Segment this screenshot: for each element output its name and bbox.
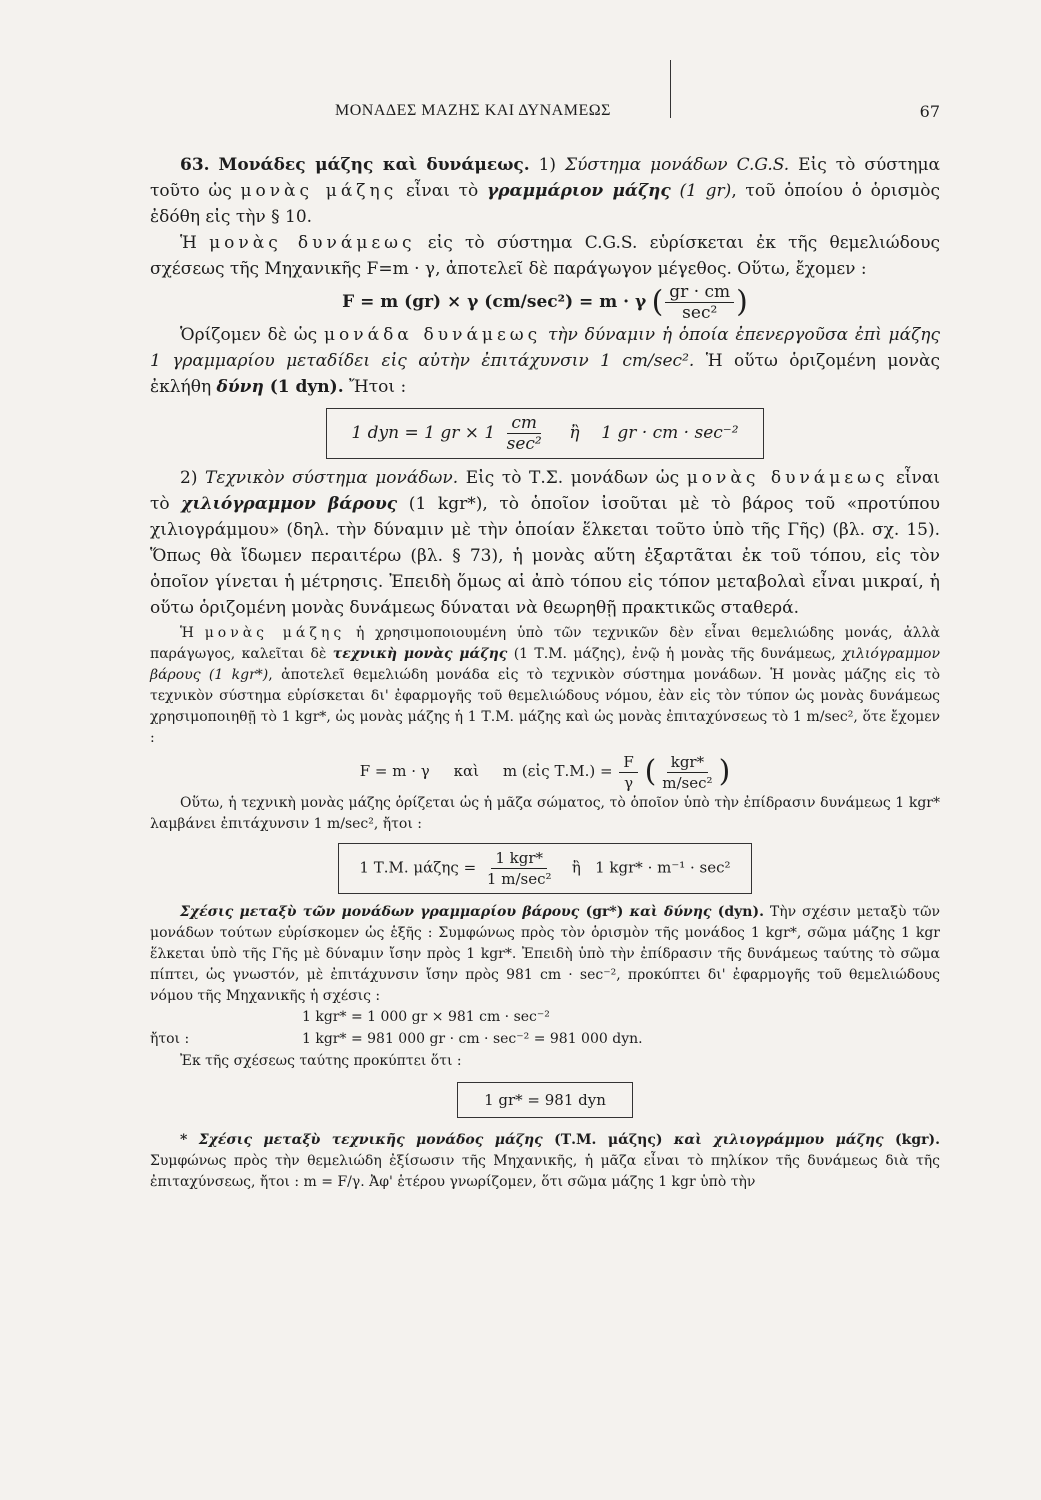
unit-kgr: (kgr). [883, 1132, 940, 1148]
text: , τοῦ ὁποίου ὁ ὁρισμὸς ἐδόθη εἰς τὴν § 10. [150, 181, 940, 227]
formula-left: 1 Τ.Μ. μάζης = [359, 858, 477, 877]
equation-label: ἤτοι : [150, 1031, 190, 1047]
fraction [503, 413, 546, 454]
formula-right: 1 kgr* · m⁻¹ · sec² [595, 858, 731, 877]
text: Τὴν σχέσιν μεταξὺ τῶν μονάδων τούτων εὑρίσκομεν ὡς ἑξῆς : Συμφώνως πρὸς τὸν ὁρισμὸν τῆς μονάδος 1 kgr*, σῶμα μάζης 1 kgr ἕλκεται ὑπὸ τῆς Γῆς μὲ δύναμιν ἴσην πρὸς 1 kgr*. Ἐπειδὴ ὑπὸ τὴν ἐπίδρασιν τῆς δυνάμεως ταύτης τὸ σῶμα πίπτει, ὡς γνωστόν, μὲ ἐπιτάχυνσιν ἴσην πρὸς 981 cm · sec⁻², προκύπτει δι' ἐφαρμογῆς τοῦ θεμελιώδους νόμου τῆς Μηχανικῆς ἡ σχέσις : [150, 904, 941, 1004]
header-title: ΜΟΝΑΔΕΣ ΜΑΖΗΣ ΚΑΙ ΔΥΝΑΜΕΩΣ [335, 102, 611, 119]
unit-dyn: (1 dyn). [263, 377, 344, 397]
text: Ὁρίζομεν δὲ ὡς [180, 325, 324, 345]
denominator: m/sec² [662, 773, 713, 792]
boxed-formula-dyn [150, 408, 940, 459]
text: ἡ χρησιμοποιουμένη ὑπὸ τῶν τεχνικῶν δὲν εἶναι θεμελιώδης μονάς, ἀλλὰ παράγωγος, καλεῖται δὲ [150, 625, 940, 662]
text: εἶναι τὸ [397, 181, 487, 201]
text: 2) [180, 468, 205, 488]
formula-right: 1 gr · cm · sec⁻² [601, 423, 739, 443]
text: 1) [529, 155, 566, 175]
unit-gr: (1 gr) [670, 181, 732, 201]
text: εἰς τὸ σύστημα C.G.S. εὑρίσκεται ἐκ τῆς θεμελιώδους σχέσεως τῆς Μηχανικῆς F=m · γ, ἀποτελεῖ δὲ παράγωγον μέγεθος. Οὕτω, ἔχομεν : [150, 233, 940, 279]
subheading-relation: Σχέσις μεταξὺ τῶν μονάδων γραμμαρίου βάρους [180, 904, 580, 920]
paragraph-cgs-force [150, 230, 940, 282]
paragraph-conclusion: Ἐκ τῆς σχέσεως ταύτης προκύπτει ὅτι : [180, 1053, 462, 1069]
equation-part: m (εἰς Τ.Μ.) = [502, 762, 613, 780]
text: , ἀποτελεῖ θεμελιώδη μονάδα εἰς τὸ τεχνικὸν σύστημα μονάδων. Ἡ μονὰς μάζης εἰς τὸ τεχνικὸν σύστημα εὑρίσκεται δι' ἐφαρμογῆς τοῦ θεμελιώδους νόμου, ἐὰν εἰς τὸν τύπον ὡς μονὰς δυνάμεως χρησιμοποιηθῇ τὸ 1 kgr*, ὡς μονὰς μάζης ἡ 1 Τ.Μ. μάζης καὶ ὡς μονὰς ἐπιταχύνσεως τὸ 1 m/sec², ὅτε ἔχομεν : [150, 667, 941, 746]
subheading-relation: καὶ χιλιογράμμου μάζης [673, 1132, 884, 1148]
text: Ἤτοι : [343, 377, 407, 397]
subheading-cgs: Σύστημα μονάδων C.G.S. [565, 155, 790, 175]
denominator: sec² [682, 303, 718, 323]
text: εἶναι τὸ [150, 468, 940, 514]
equation-kgr-2: 1 kgr* = 981 000 gr · cm · sec⁻² = 981 000 dyn. [302, 1031, 643, 1047]
numerator: F [619, 752, 637, 773]
denominator: γ [624, 773, 634, 792]
fraction [619, 752, 637, 793]
numerator: kgr* [667, 752, 708, 773]
italic-definition: τὴν δύναμιν ἡ ὁποία ἐπενεργοῦσα ἐπὶ μάζης 1 γραμμαρίου μεταδίδει εἰς αὐτὴν ἐπιτάχυνσιν 1 cm/sec². [150, 325, 941, 371]
term-gram-mass: γραμμάριον μάζης [486, 181, 671, 201]
fraction [658, 752, 716, 793]
formula-box [326, 408, 763, 459]
paragraph-gr-dyn-relation [150, 902, 940, 1007]
paragraph-technical-system [150, 465, 940, 621]
numerator: cm [507, 413, 541, 434]
numerator: 1 kgr* [491, 848, 547, 869]
text: Εἰς τὸ σύστημα τοῦτο ὡς [150, 155, 941, 201]
denominator: sec² [506, 434, 542, 454]
formula-box: 1 gr* = 981 dyn [457, 1082, 633, 1118]
numerator: gr · cm [665, 282, 734, 303]
text: (1 Τ.Μ. μάζης), ἐνῷ ἡ μονὰς τῆς δυνάμεως, [507, 646, 843, 662]
equation-technical-mass: F = m · γ καὶ m (εἰς Τ.Μ.) = $\frac{F}{\gamma}$ ( $\frac{\text{kgr*}}{\text{m/sec²}}$ ) [359, 752, 731, 792]
unit-dyn: (dyn). [711, 904, 764, 920]
subheading-relation: καὶ δύνης [629, 904, 712, 920]
equation-part: F = m · γ [359, 762, 430, 780]
paragraph-dyne-definition [150, 322, 940, 400]
equation-kgr-1: 1 kgr* = 1 000 gr × 981 cm · sec⁻² [302, 1009, 550, 1025]
text: Ἡ οὕτω ὁριζομένη μονὰς ἐκλήθη [150, 351, 941, 397]
text: Ἡ [180, 625, 205, 641]
boxed-formula-gr [150, 1082, 940, 1118]
fraction [483, 848, 556, 889]
unit-tm: (Τ.Μ. μάζης) [542, 1132, 674, 1148]
or-word: ἢ [571, 858, 581, 877]
section-number: 63. [180, 155, 210, 175]
fraction [665, 282, 734, 323]
subheading-relation: * Σχέσις μεταξὺ τεχνικῆς μονάδος μάζης [180, 1132, 543, 1148]
or-word: ἢ [569, 423, 580, 443]
denominator: 1 m/sec² [486, 870, 552, 888]
equation-force-cgs: F = m (gr) × γ (cm/sec²) = m · γ ( $\frac{gr \cdot cm}{\text{sec²}}$ ) [342, 282, 748, 323]
spaced-term: μονάδα δυνάμεως [323, 325, 542, 345]
equations-kgr [150, 1007, 940, 1051]
term-kilogram-weight: χιλιόγραμμον βάρους [150, 646, 940, 683]
term-kilogram-weight: χιλιόγραμμον βάρους [181, 494, 398, 514]
spaced-term: μονὰς μάζης [240, 181, 398, 201]
formula-left: 1 dyn = 1 gr × 1 [351, 423, 496, 443]
spaced-term: μονὰς μάζης [204, 625, 346, 641]
text: Συμφώνως πρὸς τὴν θεμελιώδη ἐξίσωσιν τῆς Μηχανικῆς, ἡ μᾶζα εἶναι τὸ πηλίκον τῆς δυνάμεως διὰ τῆς ἐπιταχύνσεως, ἤτοι : m = F/γ. Ἀφ' ἑτέρου γνωρίζομεν, ὅτι σῶμα μάζης 1 kgr ὑπὸ τὴν [150, 1153, 940, 1190]
term-dyne: δύνη [216, 377, 264, 397]
equation-left: F = m (gr) × γ (cm/sec²) = m · γ [342, 292, 647, 312]
page-number: 67 [919, 102, 940, 121]
unit-gr-star: (gr*) [579, 904, 630, 920]
text: Εἰς τὸ Τ.Σ. μονάδων ὡς [458, 468, 687, 488]
paragraph-technical-mass [150, 623, 940, 749]
boxed-formula-tm [150, 843, 940, 894]
subheading-technical: Τεχνικὸν σύστημα μονάδων. [205, 468, 459, 488]
text: (1 kgr*), τὸ ὁποῖον ἰσοῦται μὲ τὸ βάρος τοῦ «προτύπου χιλιογράμμου» (δηλ. τὴν δύναμιν μὲ τὴν ὁποίαν ἕλκεται τοῦτο ὑπὸ τῆς Γῆς) (βλ. σχ. 15). Ὅπως θὰ ἴδωμεν περαιτέρω (βλ. § 73), ἡ μονὰς αὕτη ἐξαρτᾶται ἐκ τοῦ τόπου, εἰς τὸν ὁποῖον γίνεται ἡ μέτρησις. Ἐπειδὴ ὅμως αἱ ἀπὸ τόπου εἰς τόπον μεταβολαὶ εἶναι μικραί, ἡ οὕτω ὁριζομένη μονὰς δυνάμεως δύναται νὰ θεωρηθῇ πρακτικῶς σταθερά. [150, 494, 940, 618]
term-technical-mass: τεχνικὴ μονὰς μάζης [332, 646, 508, 662]
spaced-term: μονὰς δυνάμεως [686, 468, 889, 488]
section-63 [150, 152, 940, 1193]
paragraph-tm-kgr-relation [150, 1130, 940, 1193]
and-word: καὶ [453, 762, 479, 780]
paragraph-technical-definition: Οὕτω, ἡ τεχνικὴ μονὰς μάζης ὁρίζεται ὡς ἡ μᾶζα σώματος, τὸ ὁποῖον ὑπὸ τὴν ἐπίδρασιν δυνάμεως 1 kgr* λαμβάνει ἐπιτάχυνσιν 1 m/sec², ἤτοι : [150, 795, 940, 832]
spaced-term: μονὰς δυνάμεως [209, 233, 416, 253]
text: Ἡ [180, 233, 210, 253]
unit-kgr: (1 kgr*) [200, 667, 269, 683]
paragraph-cgs-mass [150, 152, 940, 230]
section-heading: Μονάδες μάζης καὶ δυνάμεως. [218, 155, 530, 175]
running-header [150, 102, 940, 128]
formula-box [338, 843, 751, 894]
